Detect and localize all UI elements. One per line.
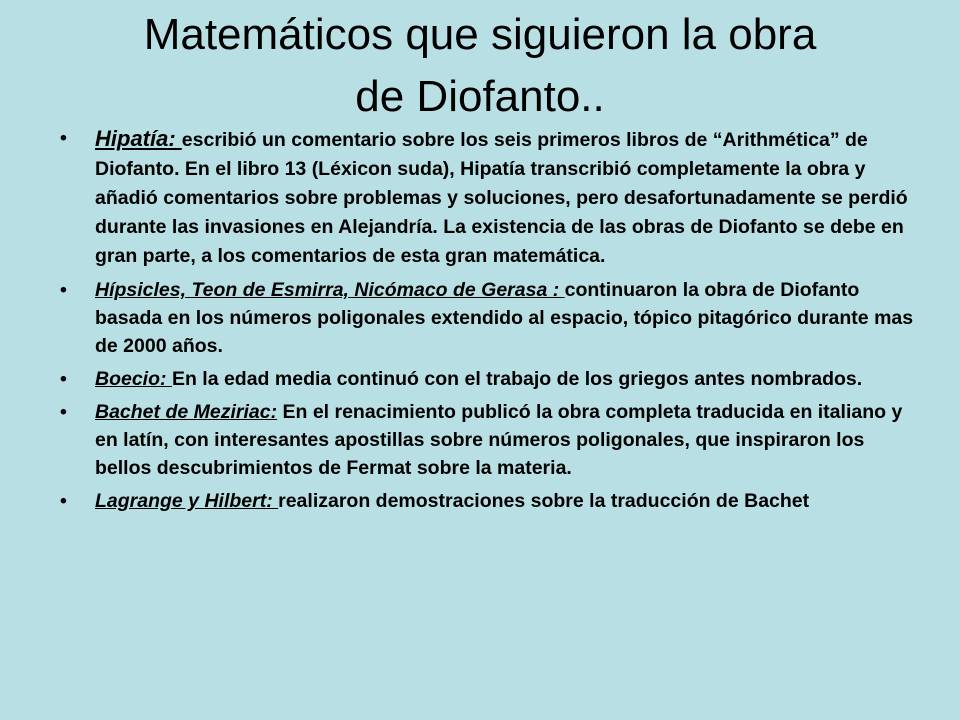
- bullet-item-bachet: [60, 398, 920, 482]
- slide-title: [40, 4, 920, 128]
- title-line-1: Matemáticos que siguieron la obra: [143, 10, 817, 59]
- item-text: escribió un comentario sobre los seis primeros libros de “Arithmética” de Diofanto. En el libro 13 (Léxicon suda), Hipatía transcribió completamente la obra y añadió comentarios sobre problemas y soluciones, pero desafortunadamente se perdió durante las invasiones en Alejandría. La existencia de las obras de Diofanto se debe en gran parte, a los comentarios de esta gran matemática.: [95, 129, 908, 267]
- bullet-icon: •: [60, 401, 67, 423]
- item-text: En la edad media continuó con el trabajo de los griegos antes nombrados.: [171, 368, 863, 390]
- item-text: En el renacimiento publicó la obra completa traducida en italiano y en latín, con interesantes apostillas sobre números poligonales, que inspiraron los bellos descubrimientos de Fermat sobre la materia.: [95, 401, 903, 479]
- bullet-item-hipatia: [60, 124, 920, 271]
- item-text: continuaron la obra de Diofanto basada en los números poligonales extendido al espacio, tópico pitagórico durante mas de 2000 años.: [95, 279, 914, 357]
- item-text: realizaron demostraciones sobre la traducción de Bachet: [278, 490, 810, 512]
- bullet-list: [60, 124, 920, 520]
- bullet-icon: •: [60, 368, 67, 390]
- item-lead: Hípsicles, Teon de Esmirra, Nicómaco de Gerasa :: [95, 279, 565, 301]
- bullet-icon: •: [60, 279, 67, 301]
- bullet-icon: •: [60, 490, 67, 512]
- item-lead: Boecio:: [95, 368, 172, 390]
- bullet-icon: •: [60, 127, 67, 149]
- bullet-item-boecio: [60, 365, 920, 393]
- bullet-item-lagrange: [60, 487, 920, 515]
- bullet-item-hipsicles: [60, 276, 920, 360]
- item-lead: Lagrange y Hilbert:: [95, 490, 279, 512]
- title-line-2: de Diofanto..: [355, 72, 605, 121]
- item-lead: Bachet de Meziriac:: [95, 401, 278, 423]
- item-lead: Hipatía:: [95, 126, 182, 151]
